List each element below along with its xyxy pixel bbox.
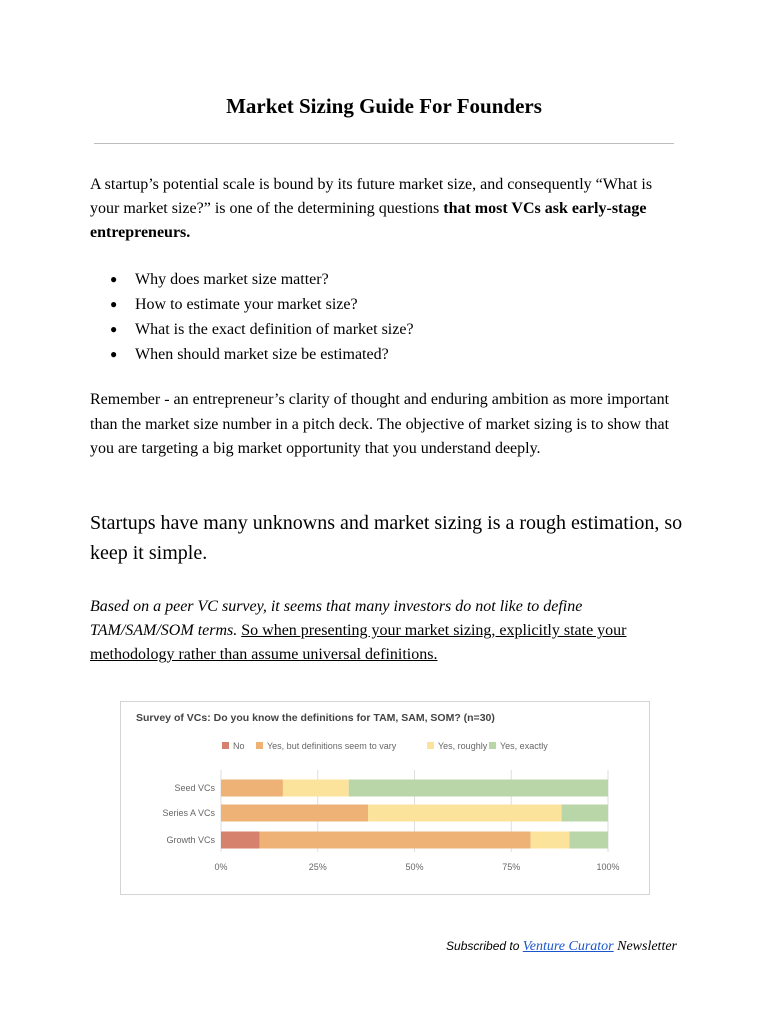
callout-text: Startups have many unknowns and market sizing is a rough estimation, so keep it simple. xyxy=(90,512,683,564)
survey-underlined-text: So when presenting your market sizing, explicitly state your methodology rather than assume universal definitions. xyxy=(90,622,627,663)
intro-paragraph xyxy=(90,173,680,245)
legend-label: Yes, exactly xyxy=(500,741,548,751)
category-label: Series A VCs xyxy=(162,808,215,818)
remember-paragraph: Remember - an entrepreneur’s clarity of thought and enduring ambition as more important than the market size number in a pitch deck. The objective of market sizing is to show that you are targeting a big market opportunity that you understand deeply. xyxy=(90,391,670,457)
question-list xyxy=(90,267,414,367)
survey-chart xyxy=(120,701,650,895)
intro-text: A startup’s potential scale is bound by its future market size, and consequently “What is your market size?” is one of the determining questions xyxy=(90,176,653,217)
x-tick-label: 100% xyxy=(596,862,620,872)
legend-swatch xyxy=(427,742,434,749)
bar-segment xyxy=(221,832,260,849)
survey-chart-svg xyxy=(121,702,649,894)
footer-credit xyxy=(446,939,677,955)
bar-segment xyxy=(531,832,570,849)
list-item: ● Why does market size matter? xyxy=(90,267,414,292)
x-tick-label: 25% xyxy=(308,862,327,872)
bar-segment xyxy=(368,805,562,822)
bar-segment xyxy=(562,805,608,822)
x-tick-label: 75% xyxy=(502,862,521,872)
bar-segment xyxy=(569,832,608,849)
legend-label: Yes, roughly xyxy=(438,741,488,751)
legend-label: No xyxy=(233,741,245,751)
legend-swatch xyxy=(489,742,496,749)
page-title: Market Sizing Guide For Founders xyxy=(226,94,542,118)
chart-title: Survey of VCs: Do you know the definitions for TAM, SAM, SOM? (n=30) xyxy=(136,712,495,724)
category-label: Growth VCs xyxy=(166,835,215,845)
bar-segment xyxy=(260,832,531,849)
venture-curator-link[interactable]: Venture Curator xyxy=(522,939,614,954)
bar-segment xyxy=(349,780,608,797)
list-item: ● When should market size be estimated? xyxy=(90,342,414,367)
intro-bold-text: that most VCs ask early-stage entrepreneurs. xyxy=(90,200,647,241)
footer-suffix: Newsletter xyxy=(613,939,677,954)
survey-italic-text: Based on a peer VC survey, it seems that many investors do not like to define TAM/SAM/SOM terms. xyxy=(90,598,583,639)
bar-segment xyxy=(221,805,368,822)
x-tick-label: 50% xyxy=(405,862,424,872)
legend-swatch xyxy=(256,742,263,749)
list-item: ● How to estimate your market size? xyxy=(90,292,414,317)
legend-label: Yes, but definitions seem to vary xyxy=(267,741,397,751)
category-label: Seed VCs xyxy=(174,783,215,793)
title-divider xyxy=(94,143,674,144)
list-item: ● What is the exact definition of market size? xyxy=(90,317,414,342)
legend-swatch xyxy=(222,742,229,749)
bar-segment xyxy=(221,780,283,797)
x-tick-label: 0% xyxy=(214,862,228,872)
footer-prefix: Subscribed to xyxy=(446,939,523,953)
survey-paragraph xyxy=(90,595,690,667)
bar-segment xyxy=(283,780,349,797)
